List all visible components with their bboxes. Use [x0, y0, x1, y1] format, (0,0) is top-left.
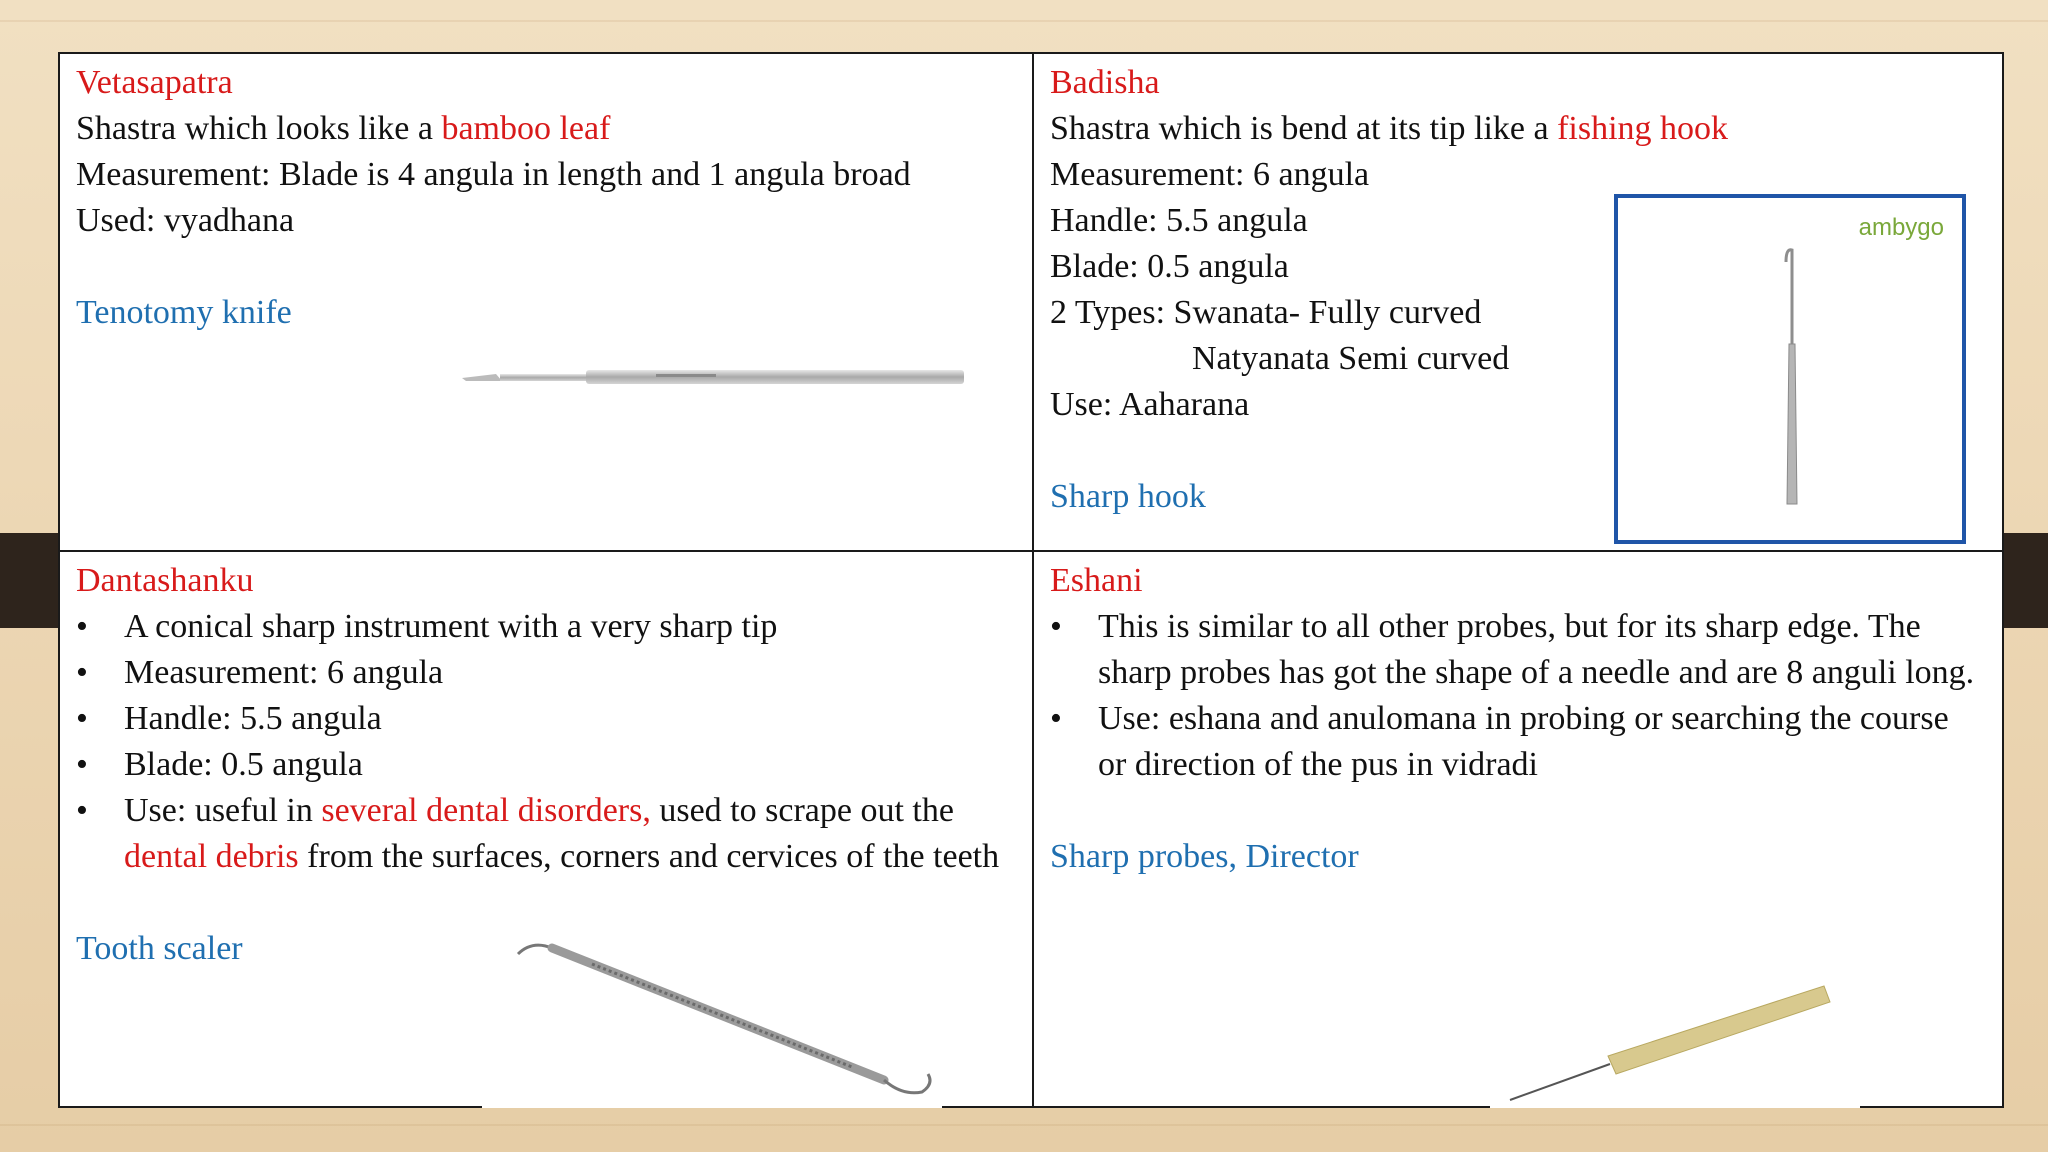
types-second: Natyanata Semi curved: [1192, 340, 1510, 377]
instrument-label: Sharp probes, Director: [1050, 838, 1359, 875]
use-text: from the surfaces, corners and cervices of the teeth: [298, 838, 1000, 875]
sharp-hook-drawing: [1778, 244, 1808, 524]
sharp-probe-drawing: [1490, 924, 1860, 1108]
use-text: Use: useful in: [124, 792, 322, 829]
cell-eshani: [1050, 558, 1980, 880]
cell-vetasapatra: [76, 60, 1026, 336]
sharp-hook-image: [1614, 194, 1966, 544]
instrument-label: Sharp hook: [1050, 478, 1206, 515]
highlight-text: fishing hook: [1557, 110, 1729, 147]
highlight-text: several dental disorders,: [321, 792, 651, 829]
tooth-scaler-image: [482, 924, 942, 1108]
cell-title: Eshani: [1050, 562, 1143, 599]
measurement: Measurement: 6 angula: [1050, 156, 1370, 193]
cell-dantashanku: [76, 558, 1026, 972]
use-text: used to scrape out the: [650, 792, 954, 829]
tenotomy-knife-image: [456, 354, 976, 394]
list-item: • Use: eshana and anulomana in probing or searching the course or direction of the pus in vidradi: [1050, 696, 1980, 788]
usage: Use: Aaharana: [1050, 386, 1250, 423]
ambygo-logo: ambygo: [1858, 214, 1944, 241]
list-item: [76, 788, 1026, 880]
list-item: • Measurement: 6 angula: [76, 650, 1026, 696]
tooth-scaler-drawing: [482, 924, 942, 1108]
list-item: • Blade: 0.5 angula: [76, 742, 1026, 788]
list-item: • A conical sharp instrument with a very sharp tip: [76, 604, 1026, 650]
table-divider-vertical: [1032, 54, 1034, 1106]
description: [76, 106, 1026, 152]
cell-title: Dantashanku: [76, 562, 254, 599]
description-text: Shastra which is bend at its tip like a: [1050, 110, 1558, 147]
sharp-probe-image: [1490, 924, 1860, 1108]
bullet-list: [1050, 604, 1980, 788]
instrument-label: Tenotomy knife: [76, 294, 292, 331]
measurement: Measurement: Blade is 4 angula in length and 1 angula broad: [76, 156, 911, 193]
highlight-text: dental debris: [124, 838, 299, 875]
handle-size: Handle: 5.5 angula: [1050, 202, 1308, 239]
highlight-text: bamboo leaf: [441, 110, 611, 147]
bullet-list: [76, 604, 1026, 880]
instrument-table: [58, 52, 2004, 1108]
cell-title: Badisha: [1050, 64, 1160, 101]
left-dark-band: [0, 533, 62, 628]
description-text: Shastra which looks like a: [76, 110, 442, 147]
list-item: • Handle: 5.5 angula: [76, 696, 1026, 742]
blade-size: Blade: 0.5 angula: [1050, 248, 1289, 285]
cell-title: Vetasapatra: [76, 64, 233, 101]
instrument-label: Tooth scaler: [76, 930, 243, 967]
table-divider-horizontal: [60, 550, 2002, 552]
description: [1050, 106, 2000, 152]
types: 2 Types: Swanata- Fully curved: [1050, 294, 1482, 331]
usage: Used: vyadhana: [76, 202, 295, 239]
list-item: • This is similar to all other probes, but for its sharp edge. The sharp probes has got the shape of a needle and are 8 anguli long.: [1050, 604, 1980, 696]
